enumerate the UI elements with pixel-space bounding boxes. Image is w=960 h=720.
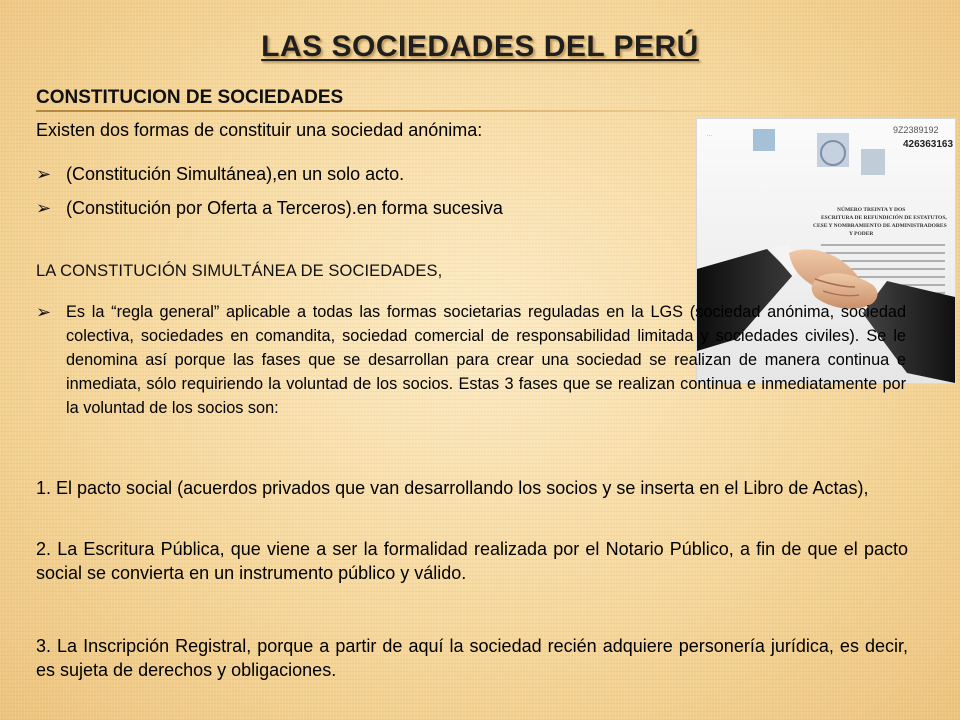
doc-heading-3: CESE Y NOMBRAMIENTO DE ADMINISTRADORES (813, 223, 947, 229)
arrow-bullet-icon: ➢ (36, 198, 52, 218)
bullet-text: Es la “regla general” aplicable a todas las formas societarias reguladas en la LGS (sociedad anónima, sociedad colectiva, sociedades en comandita, sociedad comercial de responsabilidad limitada y sociedades civiles). Se le denomina así porque las fases que se desarrollan para crear una sociedad se realizan de manera continua e inmediata, sólo requiriendo la voluntad de los socios. Estas 3 fases que se realizan continua e inmediatamente por la voluntad de los socios son: (66, 303, 906, 417)
slide-title: LAS SOCIEDADES DEL PERÚ (261, 30, 699, 63)
doc-heading-4: Y PODER (849, 231, 874, 237)
divider (36, 110, 756, 112)
intro-text: Existen dos formas de constituir una sociedad anónima: (36, 120, 483, 140)
doc-heading-2: ESCRITURA DE REFUNDICIÓN DE ESTATUTOS, (821, 215, 947, 221)
doc-number-2: 426363163 (903, 139, 954, 150)
bullet-text: (Constitución por Oferta a Terceros).en forma sucesiva (66, 198, 503, 218)
numbered-item-1: 1. El pacto social (acuerdos privados que van desarrollando los socios y se inserta en el Libro de Actas), (36, 478, 869, 498)
doc-number-1: 9Z2389192 (893, 125, 939, 135)
numbered-item-3: 3. La Inscripción Registral, porque a partir de aquí la sociedad recién adquiere personería jurídica, es decir, es sujeta de derechos y obligaciones. (36, 636, 908, 680)
numbered-item-2: 2. La Escritura Pública, que viene a ser la formalidad realizada por el Notario Público, a fin de que el pacto social se convierta en un instrumento público y válido. (36, 539, 908, 583)
doc-heading-1: NÚMERO TREINTA Y DOS (837, 207, 906, 213)
arrow-bullet-icon: ➢ (36, 302, 52, 322)
bullet-text: (Constitución Simultánea),en un solo acto. (66, 164, 405, 184)
section-heading: CONSTITUCION DE SOCIEDADES (36, 87, 344, 108)
section2-heading: LA CONSTITUCIÓN SIMULTÁNEA DE SOCIEDADES, (36, 262, 443, 280)
svg-text:···: ··· (707, 133, 712, 139)
arrow-bullet-icon: ➢ (36, 164, 52, 184)
